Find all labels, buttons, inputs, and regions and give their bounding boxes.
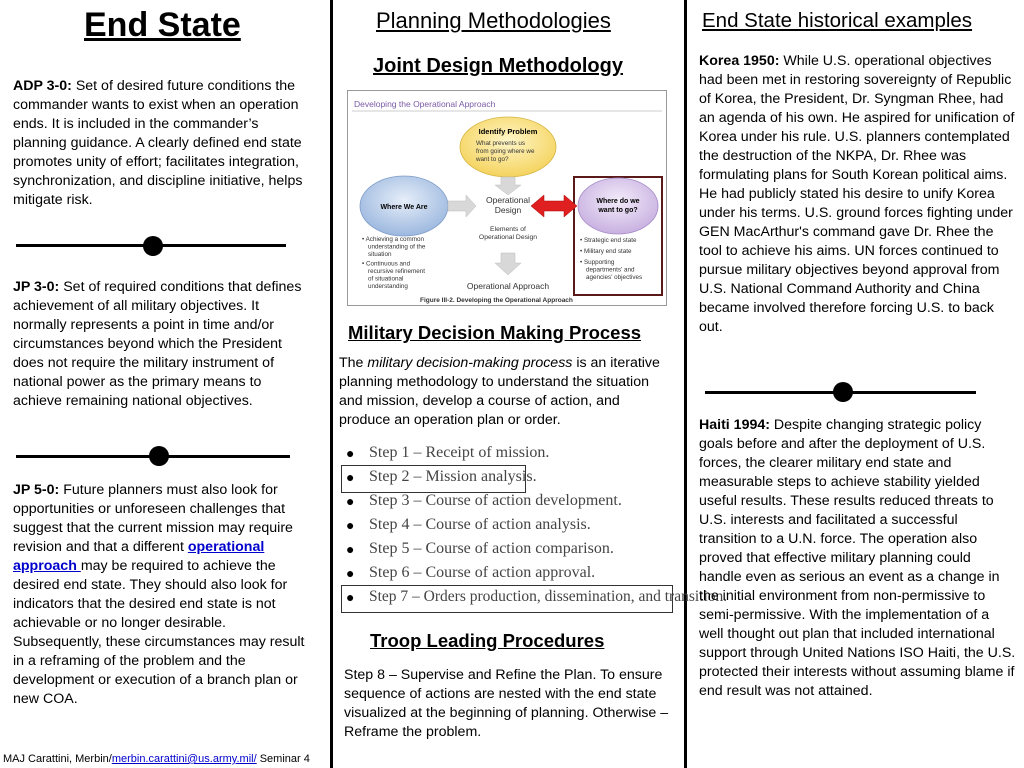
korea-example <box>699 52 1017 337</box>
down-arrow-top <box>495 177 521 195</box>
double-red-arrow <box>531 195 577 217</box>
operational-design-label: Operational Design <box>486 195 530 215</box>
slider-knob-3[interactable] <box>833 382 853 402</box>
step-bullet-7: ● <box>346 589 355 605</box>
right-title: End State historical examples <box>702 9 973 32</box>
step-bullet-4: ● <box>346 517 355 533</box>
figure-header: Developing the Operational Approach <box>354 99 496 109</box>
footer-name: MAJ Carattini, Merbin/ <box>3 753 112 765</box>
column-divider-right <box>684 0 687 768</box>
slider-knob-2[interactable] <box>149 446 169 466</box>
tlp-text: Step 8 – Supervise and Refine the Plan. To ensure sequence of actions are nested with the end state visualized at the beginning of planning. Otherwise – Reframe the problem. <box>344 667 669 740</box>
middle-title: Planning Methodologies <box>376 8 611 33</box>
mdmp-pre: The <box>339 355 368 371</box>
jp30-definition <box>13 278 313 411</box>
operational-approach-label: Operational Approach <box>466 281 550 291</box>
identify-problem-ellipse <box>460 117 556 177</box>
figure-caption: Figure III-2. Developing the Operational Approach <box>420 297 573 304</box>
footer-email-link[interactable]: merbin.carattini@us.army.mil/ <box>111 753 257 765</box>
mdmp-post: is an iterative planning methodology to understand the situation and mission, develop a course of action, and produce an operation plan or order. <box>339 355 660 428</box>
step-bullet-5: ● <box>346 541 355 557</box>
haiti-label: Haiti 1994: <box>699 417 770 433</box>
step-5: Step 5 – Course of action comparison. <box>369 540 614 557</box>
where-want-go-ellipse <box>578 178 658 234</box>
korea-label: Korea 1950: <box>699 53 780 69</box>
footer <box>3 753 310 765</box>
left-bullets: • Achieving a common understanding of the situation • Continuous and recursive refinement of situational understanding <box>362 236 426 290</box>
korea-text: While U.S. operational objectives had been met in restoring sovereignty of Republic of Korea, the President, Dr. Syngman Rhee, had an agenda of his own. He aspired for unification of Korea under his rule. U.S. planners contemplated the destruction of the NKPA, Dr. Rhee was formulating plans for South Korean political aims. He had publicly stated his desire to unify Korea under his terms. U.S. ground forces fighting under GEN MacArthur's command gave Dr. Rhee the tool to achieve his aims. UN forces continued to pursue military objectives beyond approval from U.S. National Command Authority and China became involved therefore forcing U.S. to back out. <box>699 53 1015 335</box>
left-title: End State <box>84 6 241 44</box>
step-4: Step 4 – Course of action analysis. <box>369 516 591 533</box>
step-bullet-2: ● <box>346 469 355 485</box>
adp-label: ADP 3-0: <box>13 78 72 94</box>
step-bullet-3: ● <box>346 493 355 509</box>
down-arrow-bottom <box>495 253 521 275</box>
haiti-text: Despite changing strategic policy goals before and after the deployment of U.S. forces, the clearer military end state and measurable steps to achieve stability yielded useful results. These results reduced threats to U.S. interests and facilitated a successful transition to a U.N. force. The operation also proved that effective military planning could handle even as serious an event as a change in the initial environment from non-permissive to semi-permissive. With the implementation of a well thought out plan that included international support through United Nations ISO Haiti, the U.S. protected their interests without assuming blame if end result was not attained. <box>699 417 1016 699</box>
jp50-text-2: may be required to achieve the desired end state. They should also look for indicators that the desired end state is not achievable or no longer desirable. Subsequently, these circumstances may result in a reframing of the problem and the development or execution of a branch plan or new COA. <box>13 558 305 707</box>
jp50-definition <box>13 481 315 709</box>
slider-knob-1[interactable] <box>143 236 163 256</box>
jp50-label: JP 5-0: <box>13 482 60 498</box>
step-6: Step 6 – Course of action approval. <box>369 564 596 581</box>
mdmp-title: Military Decision Making Process <box>348 322 642 343</box>
figure-svg <box>348 91 666 305</box>
step-bullet-6: ● <box>346 565 355 581</box>
mdmp-italic: military decision-making process <box>367 355 573 371</box>
jp30-text: Set of required conditions that defines achievement of all military objectives. It normally represents a point in time and/or circumstances beyond which the President does not require the military instrument of national power as the primary means to achieve remaining national objectives. <box>13 279 302 409</box>
right-arrow-left <box>448 195 476 217</box>
where-we-are-label: Where We Are <box>380 204 428 211</box>
jp30-label: JP 3-0: <box>13 279 60 295</box>
tlp-title: Troop Leading Procedures <box>370 630 605 651</box>
operational-approach-link[interactable]: operational approach <box>13 539 265 574</box>
identify-problem-text: What prevents us from going where we want to go? <box>476 140 535 163</box>
step-3: Step 3 – Course of action development. <box>369 492 622 509</box>
operational-approach-figure <box>347 90 667 306</box>
step-bullet-1: ● <box>346 445 355 461</box>
mdmp-description <box>339 354 671 430</box>
step-7: Step 7 – Orders production, dissemination, and transition. <box>369 588 728 605</box>
where-want-go-label: Where do we want to go? <box>596 198 640 214</box>
step-2: Step 2 – Mission analysis. <box>369 468 537 485</box>
haiti-example <box>699 416 1017 701</box>
jp50-text-1: Future planners must also look for opportunities or unforeseen challenges that suggest that the current mission may require revision and that a different <box>13 482 293 555</box>
adp-definition <box>13 77 313 210</box>
elements-label: Elements of Operational Design <box>478 226 538 241</box>
step-1: Step 1 – Receipt of mission. <box>369 444 550 461</box>
footer-seminar: Seminar 4 <box>256 753 310 765</box>
identify-problem-title: Identify Problem <box>478 127 538 136</box>
right-bullets: • Strategic end state • Military end state • Supporting departments' and agencies' objectives <box>580 237 643 281</box>
column-divider-left <box>330 0 333 768</box>
adp-text: Set of desired future conditions the commander wants to exist when an operation ends. It is included in the commander’s planning guidance. A clearly defined end state promotes unity of effort; facilitates integration, synchronization, and discipline initiative, helps mitigate risk. <box>13 78 303 208</box>
jdm-title: Joint Design Methodology <box>373 55 623 77</box>
